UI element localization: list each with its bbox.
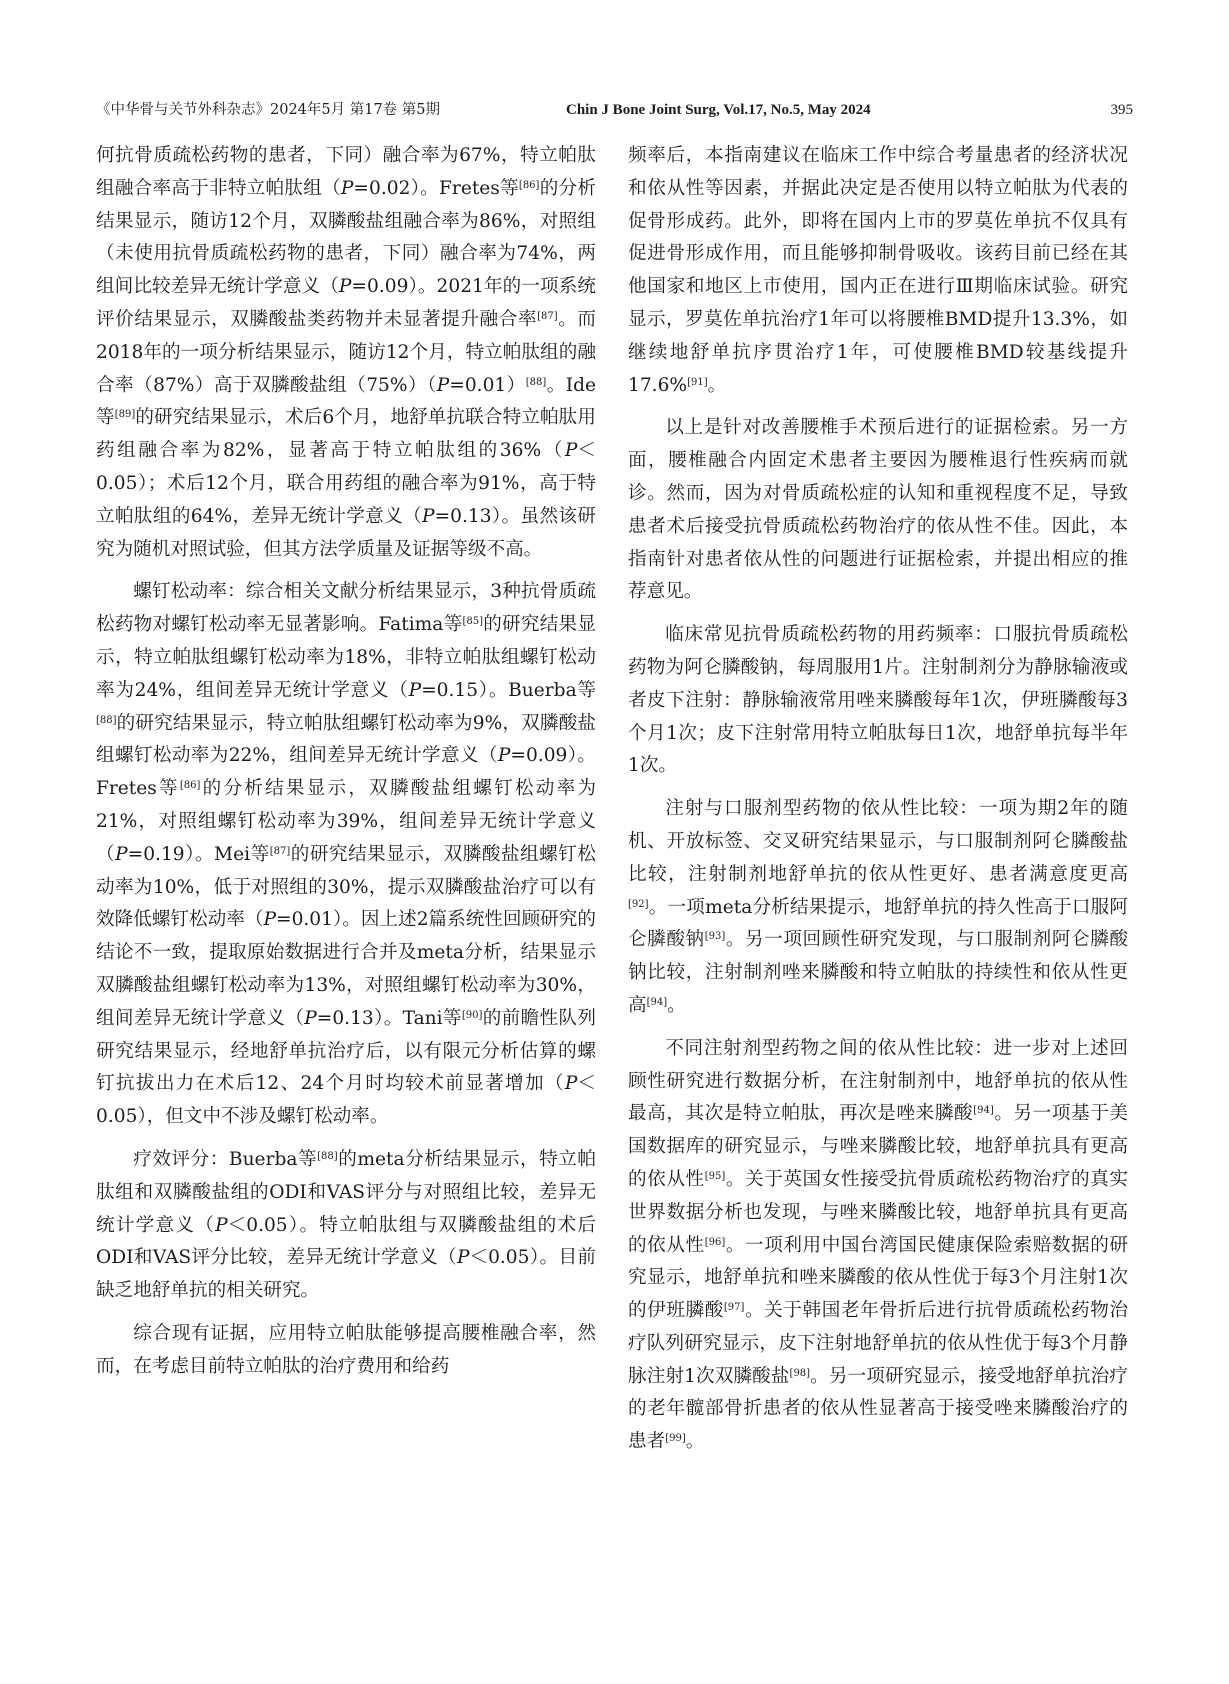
paragraph-injection-comparison: 不同注射剂型药物之间的依从性比较：进一步对上述回顾性研究进行数据分析，在注射制剂中，地舒单抗的依从性最高，其次是特立帕肽，再次是唑来膦酸[94]。另一项基于美国数据库的研究显示，与唑来膦酸比较，地舒单抗具有更高的依从性[95]。关于英国女性接受抗骨质疏松药物治疗的真实世界数据分析也发现，与唑来膦酸比较，地舒单抗具有更高的依从性[96]。一项利用中国台湾国民健康保险索赔数据的研究显示，地舒单抗和唑来膦酸的依从性优于每3个月注射1次的伊班膦酸[97]。关于韩国老年骨折后进行抗骨质疏松药物治疗队列研究显示，皮下注射地舒单抗的依从性优于每3个月静脉注射1次双膦酸盐[98]。另一项研究显示，接受地舒单抗治疗的老年髋部骨折患者的依从性显著高于接受唑来膦酸治疗的患者[99]。	[628, 1037, 1128, 1453]
paragraph-screw-loosening: 螺钉松动率：综合相关文献分析结果显示，3种抗骨质疏松药物对螺钉松动率无显著影响。Fatima等[85]的研究结果显示，特立帕肽组螺钉松动率为18%，非特立帕肽组螺钉松动率为24%，组间差异无统计学意义（P=0.15）。Buerba等[88]的研究结果显示，特立帕肽组螺钉松动率为9%，双膦酸盐组螺钉松动率为22%，组间差异无统计学意义（P=0.09）。Fretes等[86]的分析结果显示，双膦酸盐组螺钉松动率为21%，对照组螺钉松动率为39%，组间差异无统计学意义（P=0.19）。Mei等[87]的研究结果显示，双膦酸盐组螺钉松动率为10%，低于对照组的30%，提示双膦酸盐治疗可以有效降低螺钉松动率（P=0.01）。因上述2篇系统性回顾研究的结论不一致，提取原始数据进行合并及meta分析，结果显示双膦酸盐组螺钉松动率为13%，对照组螺钉松动率为30%，组间差异无统计学意义（P=0.13）。Tani等[90]的前瞻性队列研究结果显示，经地舒单抗治疗后，以有限元分析估算的螺钉抗拔出力在术后12、24个月时均较术前显著增加（P＜0.05），但文中不涉及螺钉松动率。	[96, 581, 596, 1128]
page-number: 395	[1110, 102, 1133, 118]
paragraph-compliance-intro: 以上是针对改善腰椎手术预后进行的证据检索。另一方面，腰椎融合内固定术患者主要因为腰椎退行性疾病而就诊。然而，因为对骨质疏松症的认知和重视程度不足，导致患者术后接受抗骨质疏松药物治疗的依从性不佳。因此，本指南针对患者依从性的问题进行证据检索，并提出相应的推荐意见。	[628, 417, 1128, 603]
paragraph-dosing-frequency: 临床常见抗骨质疏松药物的用药频率：口服抗骨质疏松药物为阿仑膦酸钠，每周服用1片。注射制剂分为静脉输液或者皮下注射：静脉输液常用唑来膦酸每年1次，伊班膦酸每3个月1次；皮下注射常用特立帕肽每日1次，地舒单抗每半年1次。	[628, 624, 1128, 777]
paragraph-efficacy-score: 疗效评分：Buerba等[88]的meta分析结果显示，特立帕肽组和双膦酸盐组的ODI和VAS评分与对照组比较，差异无统计学意义（P＜0.05）。特立帕肽组与双膦酸盐组的术后ODI和VAS评分比较，差异无统计学意义（P＜0.05）。目前缺乏地舒单抗的相关研究。	[96, 1148, 596, 1302]
paragraph-summary: 综合现有证据，应用特立帕肽能够提高腰椎融合率，然而，在考虑目前特立帕肽的治疗费用和给药	[96, 1322, 596, 1377]
left-column	[96, 140, 596, 1393]
right-column	[628, 140, 1128, 1469]
paragraph-fusion-rate: 何抗骨质疏松药物的患者，下同）融合率为67%，特立帕肽组融合率高于非特立帕肽组（P=0.02）。Fretes等[86]的分析结果显示，随访12个月，双膦酸盐组融合率为86%，对照组（未使用抗骨质疏松药物的患者，下同）融合率为74%，两组间比较差异无统计学意义（P=0.09）。2021年的一项系统评价结果显示，双膦酸盐类药物并未显著提升融合率[87]。而2018年的一项分析结果显示，随访12个月，特立帕肽组的融合率（87%）高于双膦酸盐组（75%）（P=0.01）[88]。Ide等[89]的研究结果显示，术后6个月，地舒单抗联合特立帕肽用药组融合率为82%，显著高于特立帕肽组的36%（P＜0.05）；术后12个月，联合用药组的融合率为91%，高于特立帕肽组的64%，差异无统计学意义（P=0.13）。虽然该研究为随机对照试验，但其方法学质量及证据等级不高。	[96, 145, 596, 560]
paragraph-recommendation: 频率后，本指南建议在临床工作中综合考量患者的经济状况和依从性等因素，并据此决定是否使用以特立帕肽为代表的促骨形成药。此外，即将在国内上市的罗莫佐单抗不仅具有促进骨形成作用，而且能够抑制骨吸收。该药目前已经在其他国家和地区上市使用，国内正在进行Ⅲ期临床试验。研究显示，罗莫佐单抗治疗1年可以将腰椎BMD提升13.3%，如继续地舒单抗序贯治疗1年，可使腰椎BMD较基线提升17.6%[91]。	[628, 145, 1128, 396]
paragraph-injection-vs-oral: 注射与口服剂型药物的依从性比较：一项为期2年的随机、开放标签、交叉研究结果显示，与口服制剂阿仑膦酸盐比较，注射制剂地舒单抗的依从性更好、患者满意度更高[92]。一项meta分析结果提示，地舒单抗的持久性高于口服阿仑膦酸钠[93]。另一项回顾性研究发现，与口服制剂阿仑膦酸钠比较，注射制剂唑来膦酸和特立帕肽的持续性和依从性更高[94]。	[628, 798, 1128, 1016]
journal-title-en: Chin J Bone Joint Surg, Vol.17, No.5, May 2024	[566, 102, 871, 118]
page-header	[96, 98, 1133, 122]
journal-title-cn: 《中华骨与关节外科杂志》2024年5月 第17卷 第5期	[96, 102, 441, 118]
